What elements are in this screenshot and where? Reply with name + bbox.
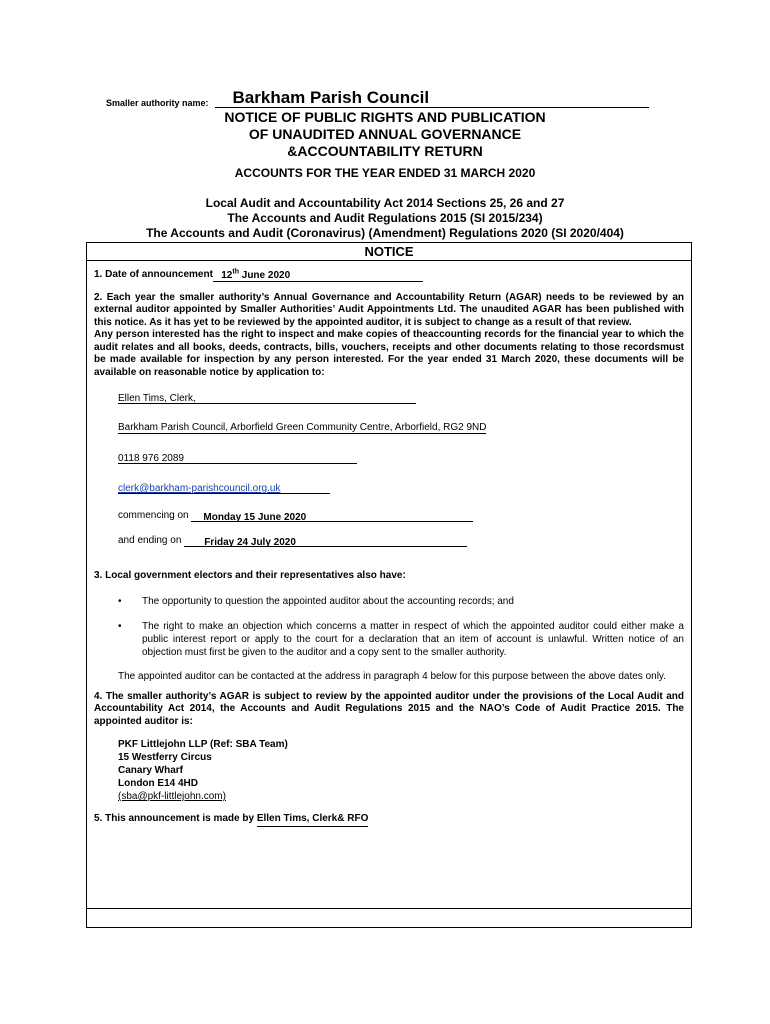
announcement-day-suffix: th bbox=[232, 268, 239, 276]
bullet-icon: • bbox=[118, 620, 122, 632]
auditor-line-2: 15 Westferry Circus bbox=[118, 752, 212, 763]
ending-date: Friday 24 July 2020 bbox=[184, 536, 467, 547]
ending-label: and ending on bbox=[118, 535, 182, 546]
section-5-label: 5. This announcement is made by bbox=[94, 813, 255, 824]
commencing-label: commencing on bbox=[118, 510, 189, 521]
notice-box bbox=[86, 242, 692, 928]
auditor-contact-note: The appointed auditor can be contacted at the address in paragraph 4 below for this purpose between the above dates only. bbox=[118, 670, 666, 682]
contact-address: Barkham Parish Council, Arborfield Green Community Centre, Arborfield, RG2 9ND bbox=[118, 422, 487, 433]
announcement-month-year: June 2020 bbox=[238, 269, 291, 281]
notice-heading: NOTICE bbox=[87, 243, 691, 261]
section-1-date bbox=[94, 269, 684, 282]
section-2-text-continued: Any person interested has the right to inspect and make copies of theaccounting records for the financial year to which the audit relates and all books, deeds, contracts, bills, vouchers, receipts and other documents relating to those recordsmust be made available for inspection by any person interested. For the year ended 31 March 2020, these documents will be available on reasonable notice by application to: bbox=[94, 329, 684, 378]
section-4-text: 4. The smaller authority’s AGAR is subject to review by the appointed auditor under the provisions of the Local Audit and Accountability Act 2014, the Accounts and Audit Regulations 2015 and the NAO’s Code of Audit Practice 2015. The appointed auditor is: bbox=[94, 690, 684, 727]
legislation-references bbox=[0, 196, 770, 241]
auditor-address bbox=[118, 738, 684, 803]
commencing-date: Monday 15 June 2020 bbox=[191, 511, 473, 522]
authority-name: Barkham Parish Council bbox=[215, 89, 649, 108]
title-line-1: NOTICE OF PUBLIC RIGHTS AND PUBLICATION bbox=[224, 109, 546, 125]
auditor-line-3: Canary Wharf bbox=[118, 765, 184, 776]
contact-email-link[interactable]: clerk@barkham-parishcouncil.org.uk bbox=[118, 483, 281, 494]
section-5-text bbox=[94, 813, 684, 827]
notice-title bbox=[0, 109, 770, 160]
title-line-3: &ACCOUNTABILITY RETURN bbox=[287, 143, 483, 159]
auditor-email[interactable]: (sba@pkf-littlejohn.com) bbox=[118, 791, 226, 802]
contact-name: Ellen Tims, Clerk, bbox=[118, 392, 416, 404]
contact-details bbox=[118, 391, 684, 547]
section-2-text: 2. Each year the smaller authority’s Annual Governance and Accountability Return (AGAR) needs to be reviewed by an external auditor appointed by Smaller Authorities’ Audit Appointments Ltd. The unaudited AGAR has been published with this notice. As it has yet to be reviewed by the appointed auditor, it is subject to change as a result of that review. bbox=[94, 291, 684, 328]
contact-phone: 0118 976 2089 bbox=[118, 452, 357, 464]
section-1-label: 1. Date of announcement bbox=[94, 269, 213, 280]
list-item bbox=[118, 620, 684, 659]
auditor-line-4: London E14 4HD bbox=[118, 778, 199, 789]
title-line-2: OF UNAUDITED ANNUAL GOVERNANCE bbox=[248, 126, 522, 142]
bullet-icon: • bbox=[118, 595, 122, 607]
section-3-heading: 3. Local government electors and their representatives also have: bbox=[94, 570, 406, 581]
closing-divider bbox=[87, 908, 691, 909]
legislation-line-1: Local Audit and Accountability Act 2014 Sections 25, 26 and 27 bbox=[205, 196, 565, 210]
announcement-day: 12 bbox=[221, 269, 233, 281]
legislation-line-2: The Accounts and Audit Regulations 2015 (SI 2015/234) bbox=[227, 211, 543, 225]
authority-name-label: Smaller authority name: bbox=[106, 98, 209, 108]
accounts-year-heading: ACCOUNTS FOR THE YEAR ENDED 31 MARCH 2020 bbox=[234, 166, 536, 180]
elector-rights-list bbox=[118, 595, 684, 659]
auditor-line-1: PKF Littlejohn LLP (Ref: SBA Team) bbox=[118, 739, 288, 750]
elector-right-objection: The right to make an objection which concerns a matter in respect of which the appointed auditor could either make a public interest report or apply to the court for a declaration that an item of account is unlawful. Written notice of an objection must first be given to the auditor and a copy sent to the smaller authority. bbox=[142, 620, 684, 658]
announcement-date bbox=[213, 270, 423, 282]
legislation-line-3: The Accounts and Audit (Coronavirus) (Amendment) Regulations 2020 (SI 2020/404) bbox=[146, 226, 624, 240]
list-item bbox=[118, 595, 684, 608]
authority-name-line bbox=[106, 89, 666, 108]
announcer-name: Ellen Tims, Clerk& RFO bbox=[257, 813, 369, 827]
elector-right-question: The opportunity to question the appointed auditor about the accounting records; and bbox=[142, 595, 514, 607]
